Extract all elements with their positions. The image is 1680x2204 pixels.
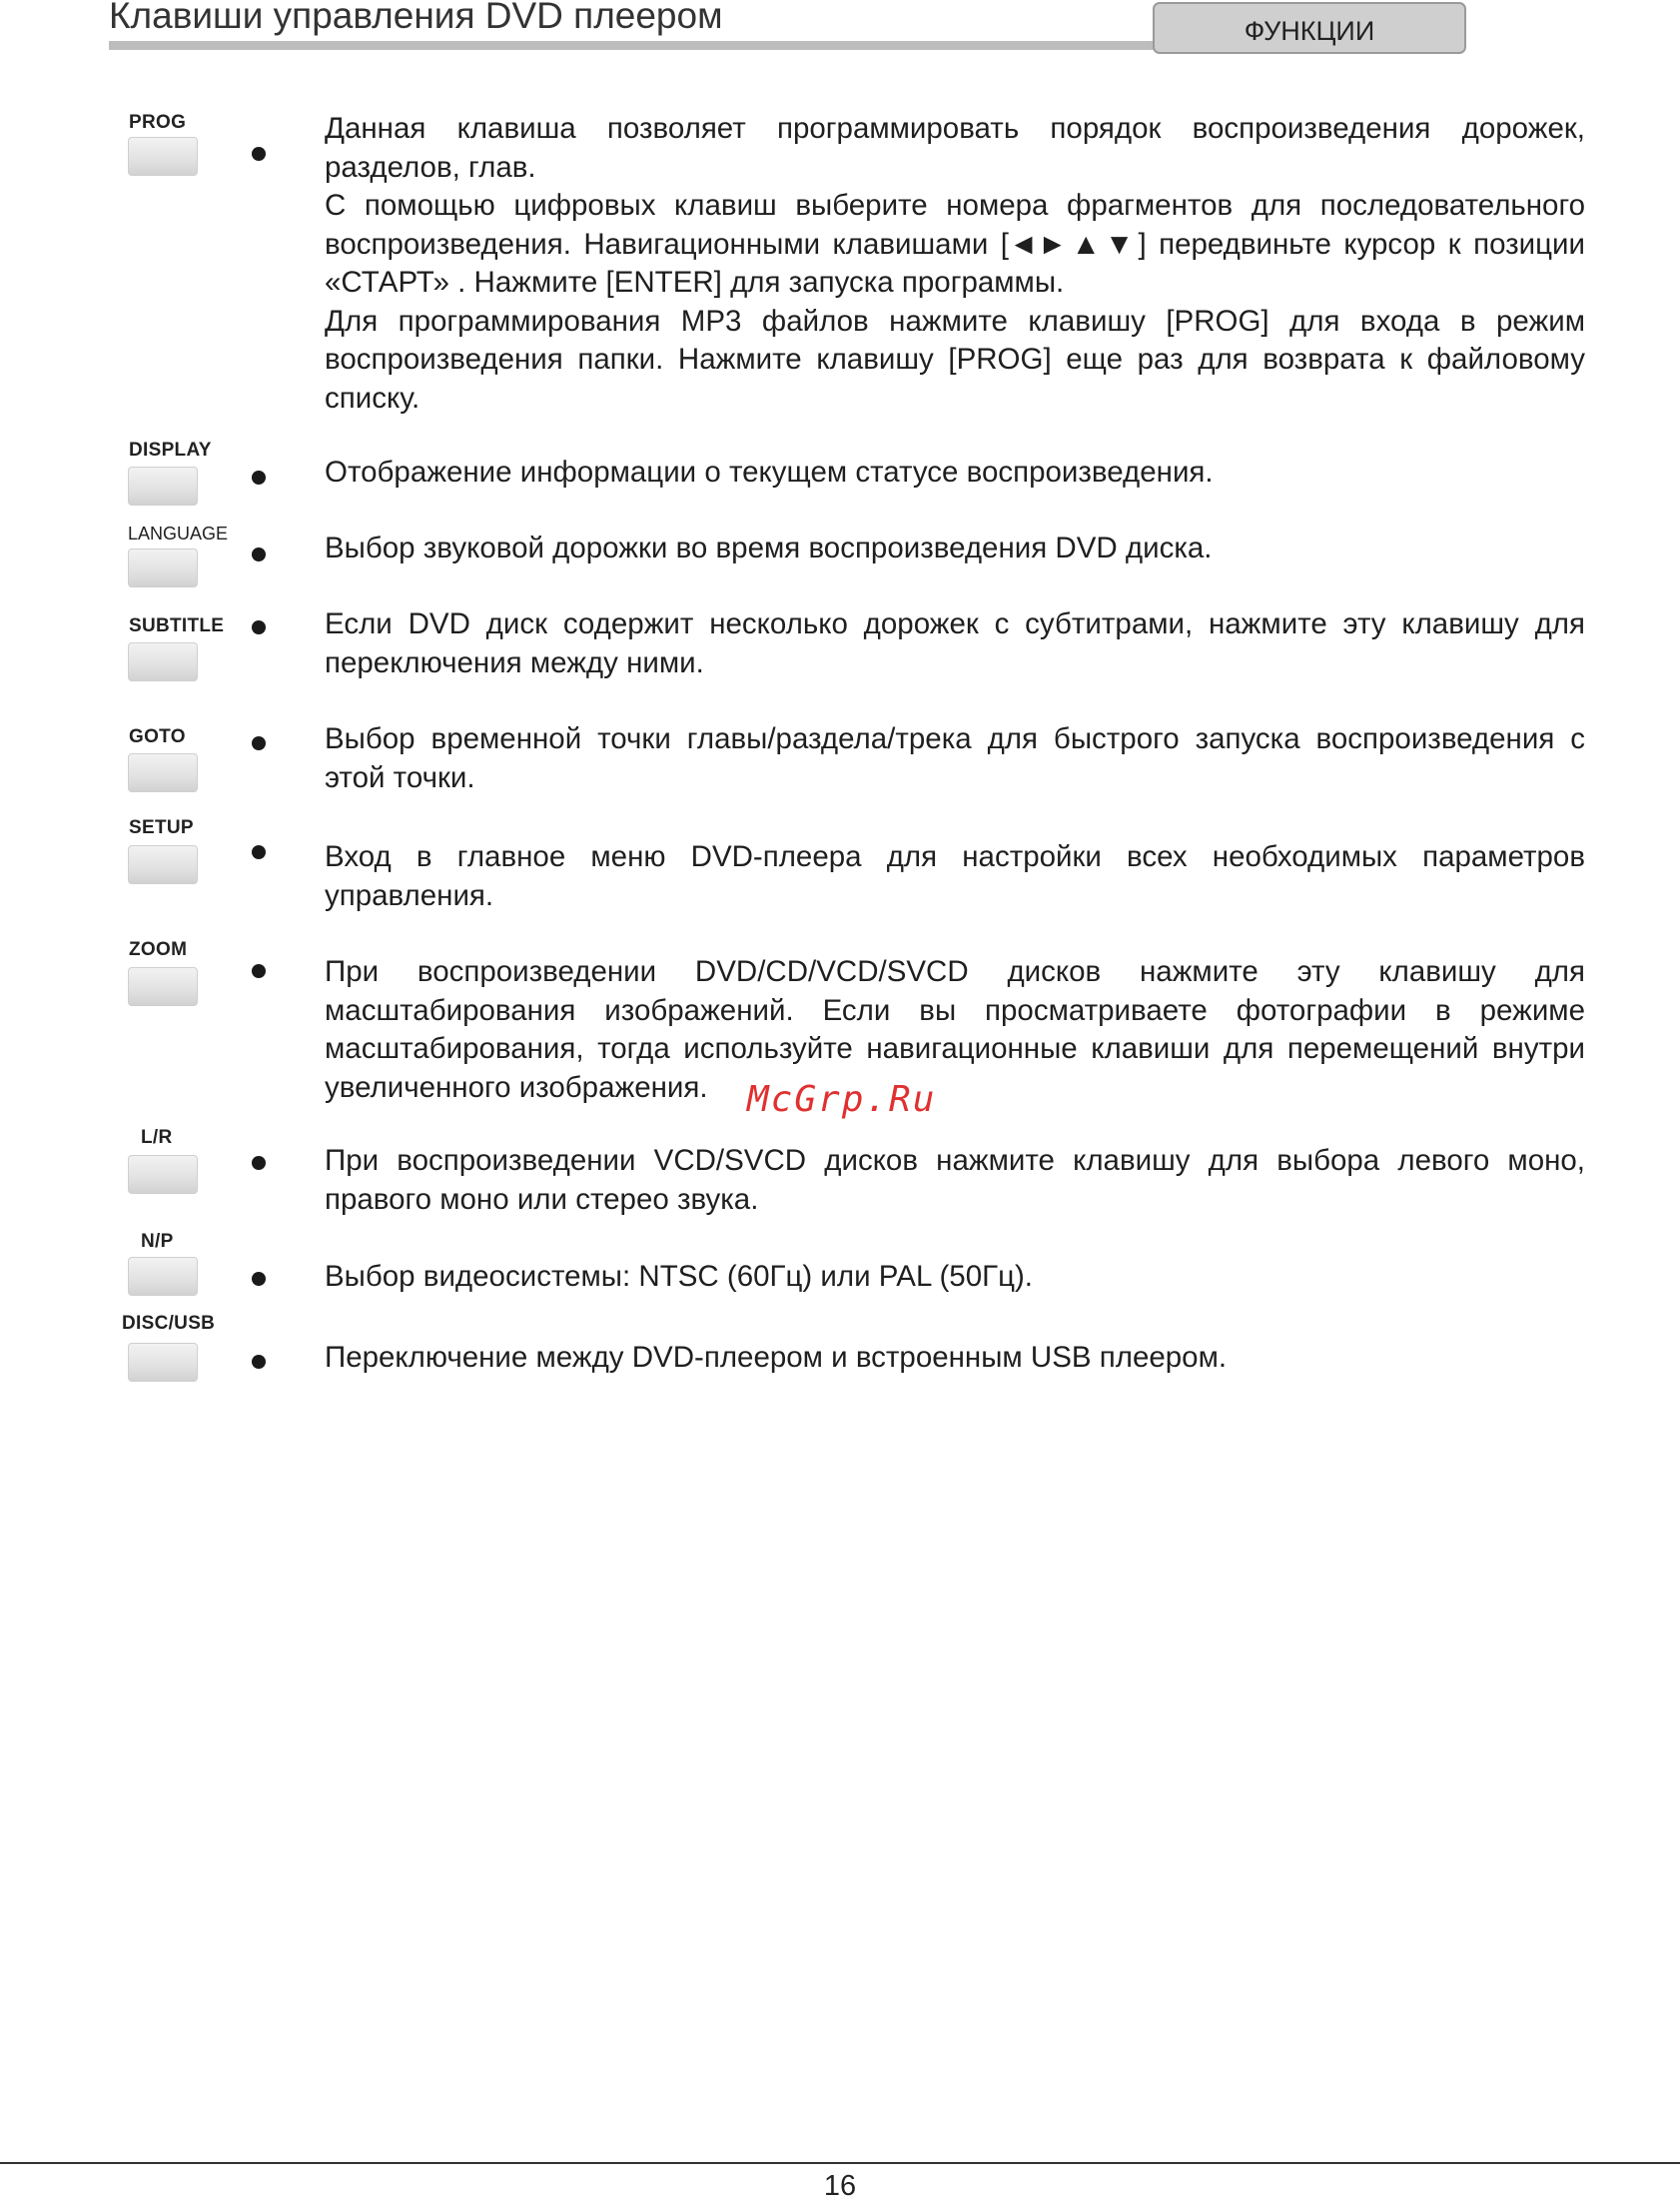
key-description <box>325 1258 1585 1297</box>
key-label: SETUP <box>129 817 194 838</box>
lr-key-icon <box>128 1155 198 1194</box>
key-description <box>325 953 1585 1107</box>
description-paragraph: Данная клавиша позволяет программировать порядок воспроизведения дорожек, разделов, глав. <box>325 112 1585 184</box>
key-label: LANGUAGE <box>128 524 229 544</box>
key-description <box>325 110 1585 418</box>
bullet-icon <box>252 620 266 634</box>
key-label: L/R <box>141 1127 173 1148</box>
description-paragraph: Выбор временной точки главы/раздела/трека для быстрого запуска воспроизведения с этой точки. <box>325 722 1585 794</box>
key-label: N/P <box>141 1231 174 1252</box>
key-description <box>325 454 1585 493</box>
description-paragraph: Выбор видеосистемы: NTSC (60Гц) или PAL (50Гц). <box>325 1260 1033 1293</box>
goto-key-icon <box>128 753 198 792</box>
key-description <box>325 605 1585 682</box>
key-label: ZOOM <box>129 939 188 960</box>
key-label: PROG <box>129 112 187 133</box>
description-paragraph: Переключение между DVD-плеером и встроенным USB плеером. <box>325 1341 1228 1374</box>
section-tab: ФУНКЦИИ <box>1153 2 1466 54</box>
bullet-icon <box>252 1355 266 1369</box>
description-paragraph: Отображение информации о текущем статусе воспроизведения. <box>325 456 1214 489</box>
subtitle-key-icon <box>128 642 198 681</box>
key-label: DISC/USB <box>122 1313 216 1334</box>
key-label: GOTO <box>129 726 186 747</box>
bullet-icon <box>252 1156 266 1170</box>
bullet-icon <box>252 1272 266 1286</box>
setup-key-icon <box>128 845 198 884</box>
bullet-icon <box>252 736 266 750</box>
bullet-icon <box>252 845 266 859</box>
header-divider <box>109 41 1158 50</box>
page-title: Клавиши управления DVD плеером <box>109 0 723 36</box>
key-label: SUBTITLE <box>129 615 225 636</box>
description-paragraph: При воспроизведении VCD/SVCD дисков нажмите клавишу для выбора левого моно, правого моно или стерео звука. <box>325 1144 1585 1216</box>
key-description <box>325 530 1585 568</box>
np-key-icon <box>128 1257 198 1296</box>
prog-key-icon <box>128 137 198 176</box>
bullet-icon <box>252 147 266 161</box>
page-number: 16 <box>823 2170 857 2202</box>
description-paragraph: При воспроизведении DVD/CD/VCD/SVCD дисков нажмите эту клавишу для масштабирования изображений. Если вы просматриваете фотографии в режиме масштабирования, тогда используйте навигационные клавиши для перемещений внутри увеличенного изображения. <box>325 955 1585 1104</box>
bullet-icon <box>252 964 266 978</box>
watermark: McGrp.Ru <box>747 1079 937 1120</box>
description-paragraph: С помощью цифровых клавиш выберите номера фрагментов для последовательного воспроизведения. Навигационными клавишами [◄►▲▼] передвиньте курсор к позиции «СТАРТ» . Нажмите [ENTER] для запуска программы. <box>325 189 1585 299</box>
description-paragraph: Для программирования MP3 файлов нажмите клавишу [PROG] для входа в режим воспроизведения папки. Нажмите клавишу [PROG] еще раз для возврата к файловому списку. <box>325 304 1585 415</box>
bullet-icon <box>252 548 266 561</box>
disc-usb-key-icon <box>128 1343 198 1382</box>
key-description <box>325 1339 1585 1378</box>
display-key-icon <box>128 467 198 506</box>
footer-divider <box>0 2162 1680 2164</box>
description-paragraph: Вход в главное меню DVD-плеера для настройки всех необходимых параметров управления. <box>325 840 1585 912</box>
key-description <box>325 1142 1585 1219</box>
language-key-icon <box>128 549 198 587</box>
key-description <box>325 720 1585 797</box>
description-paragraph: Выбор звуковой дорожки во время воспроизведения DVD диска. <box>325 532 1213 564</box>
zoom-key-icon <box>128 967 198 1006</box>
key-description <box>325 838 1585 915</box>
description-paragraph: Если DVD диск содержит несколько дорожек с субтитрами, нажмите эту клавишу для переключения между ними. <box>325 607 1585 679</box>
key-label: DISPLAY <box>129 440 212 461</box>
bullet-icon <box>252 471 266 485</box>
